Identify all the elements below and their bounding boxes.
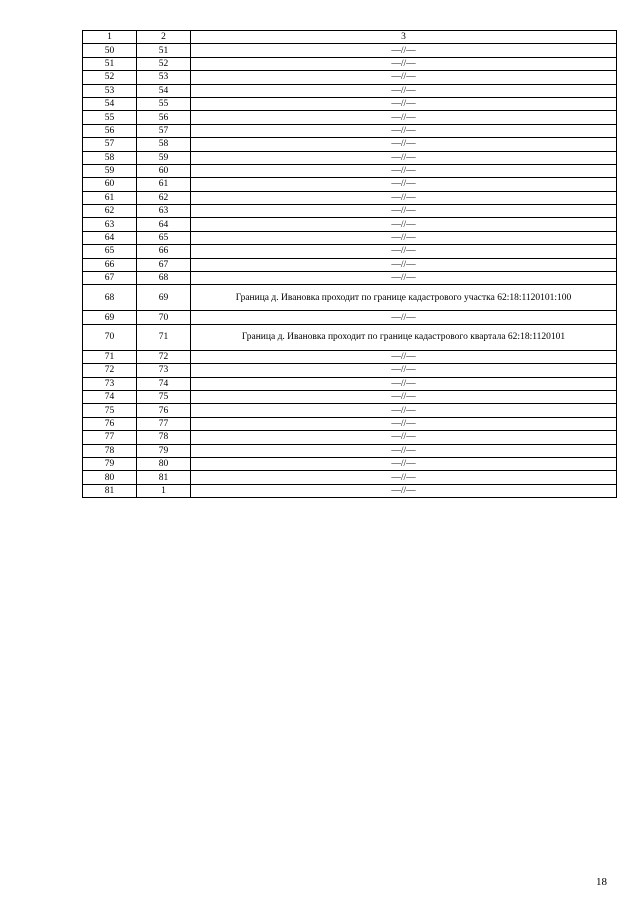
table-header-row (83, 31, 617, 44)
table-cell: 52 (83, 71, 137, 84)
table-cell: 74 (137, 377, 191, 390)
table-cell: 59 (137, 151, 191, 164)
table-cell: 51 (137, 44, 191, 57)
table-row (83, 111, 617, 124)
table-cell: 77 (137, 417, 191, 430)
table-cell: —//— (191, 377, 617, 390)
table-cell: 55 (83, 111, 137, 124)
table-cell: 72 (83, 364, 137, 377)
table-cell: 81 (83, 484, 137, 497)
table-cell: 73 (137, 364, 191, 377)
table-cell: 79 (83, 457, 137, 470)
table-cell: —//— (191, 350, 617, 363)
table-row (83, 164, 617, 177)
table-row (83, 97, 617, 110)
table-cell: 70 (137, 311, 191, 324)
table-cell: 68 (83, 285, 137, 311)
table-cell: 66 (83, 258, 137, 271)
table-row (83, 377, 617, 390)
table-cell: —//— (191, 191, 617, 204)
table-cell: 57 (137, 124, 191, 137)
table-cell: —//— (191, 205, 617, 218)
table-row (83, 124, 617, 137)
table-cell: 1 (137, 484, 191, 497)
header-cell-1: 1 (83, 31, 137, 44)
table-cell: 69 (137, 285, 191, 311)
table-cell: 67 (83, 272, 137, 285)
table-cell: —//— (191, 431, 617, 444)
table-cell: 60 (83, 178, 137, 191)
table-cell: 71 (137, 324, 191, 350)
table-cell: 60 (137, 164, 191, 177)
table-cell: 71 (83, 350, 137, 363)
table-cell: 53 (137, 71, 191, 84)
table-cell: —//— (191, 151, 617, 164)
boundary-table (82, 30, 617, 498)
table-row (83, 218, 617, 231)
table-cell: 56 (137, 111, 191, 124)
table-cell: —//— (191, 258, 617, 271)
table-cell: —//— (191, 364, 617, 377)
table-cell: —//— (191, 471, 617, 484)
table-row (83, 444, 617, 457)
table-cell: —//— (191, 164, 617, 177)
table-row (83, 138, 617, 151)
table-row (83, 484, 617, 497)
table-cell: 64 (137, 218, 191, 231)
table-row (83, 178, 617, 191)
table-cell: —//— (191, 272, 617, 285)
table-cell: —//— (191, 444, 617, 457)
header-cell-2: 2 (137, 31, 191, 44)
table-row (83, 272, 617, 285)
table-cell: —//— (191, 311, 617, 324)
table-cell: —//— (191, 404, 617, 417)
table-cell: 51 (83, 57, 137, 70)
table-row (83, 205, 617, 218)
header-cell-3: 3 (191, 31, 617, 44)
table-cell: 81 (137, 471, 191, 484)
table-cell: —//— (191, 484, 617, 497)
table-row (83, 324, 617, 350)
table-cell: 78 (137, 431, 191, 444)
table-cell: 62 (83, 205, 137, 218)
table-row (83, 390, 617, 403)
table-cell: 66 (137, 245, 191, 258)
table-cell: 55 (137, 97, 191, 110)
table-cell: 52 (137, 57, 191, 70)
table-cell: —//— (191, 57, 617, 70)
table-cell: —//— (191, 71, 617, 84)
table-cell: —//— (191, 231, 617, 244)
table-cell: —//— (191, 245, 617, 258)
table-cell: 58 (137, 138, 191, 151)
table-cell: —//— (191, 417, 617, 430)
table-cell: 78 (83, 444, 137, 457)
table-body (83, 44, 617, 498)
table-row (83, 311, 617, 324)
table-cell: 68 (137, 272, 191, 285)
table-cell: —//— (191, 44, 617, 57)
page-number: 18 (596, 876, 607, 888)
table-cell: 59 (83, 164, 137, 177)
table-cell: 57 (83, 138, 137, 151)
table-row (83, 417, 617, 430)
table-cell: —//— (191, 218, 617, 231)
table-row (83, 364, 617, 377)
table-row (83, 44, 617, 57)
table-cell: 53 (83, 84, 137, 97)
table-cell: 56 (83, 124, 137, 137)
table-row (83, 457, 617, 470)
table-cell: 63 (137, 205, 191, 218)
table-cell: —//— (191, 97, 617, 110)
table-cell: 67 (137, 258, 191, 271)
table-row (83, 151, 617, 164)
table-row (83, 191, 617, 204)
table-cell: 75 (83, 404, 137, 417)
table-cell: —//— (191, 138, 617, 151)
table-row (83, 431, 617, 444)
table-cell: Граница д. Ивановка проходит по границе кадастрового квартала 62:18:1120101 (191, 324, 617, 350)
table-cell: —//— (191, 84, 617, 97)
table-cell: 62 (137, 191, 191, 204)
table-cell: 64 (83, 231, 137, 244)
table-cell: 74 (83, 390, 137, 403)
table-row (83, 71, 617, 84)
table-cell: 80 (83, 471, 137, 484)
table-cell: 65 (83, 245, 137, 258)
table-cell: —//— (191, 457, 617, 470)
table-row (83, 245, 617, 258)
table-cell: 75 (137, 390, 191, 403)
table-cell: 77 (83, 431, 137, 444)
table-cell: 70 (83, 324, 137, 350)
table-cell: 58 (83, 151, 137, 164)
table-cell: 73 (83, 377, 137, 390)
table-cell: 50 (83, 44, 137, 57)
table-row (83, 57, 617, 70)
table-cell: 72 (137, 350, 191, 363)
table-cell: —//— (191, 111, 617, 124)
table-cell: 54 (137, 84, 191, 97)
table-cell: —//— (191, 390, 617, 403)
table-row (83, 258, 617, 271)
table-cell: 54 (83, 97, 137, 110)
table-cell: Граница д. Ивановка проходит по границе кадастрового участка 62:18:1120101:100 (191, 285, 617, 311)
table-row (83, 404, 617, 417)
table-cell: —//— (191, 124, 617, 137)
table-cell: 79 (137, 444, 191, 457)
table-cell: 80 (137, 457, 191, 470)
table-cell: 69 (83, 311, 137, 324)
table-cell: 61 (83, 191, 137, 204)
table-row (83, 285, 617, 311)
table-row (83, 84, 617, 97)
table-row (83, 231, 617, 244)
table-cell: 61 (137, 178, 191, 191)
table-cell: 63 (83, 218, 137, 231)
table-cell: 76 (137, 404, 191, 417)
table-cell: —//— (191, 178, 617, 191)
table-row (83, 350, 617, 363)
table-cell: 76 (83, 417, 137, 430)
table-row (83, 471, 617, 484)
table-cell: 65 (137, 231, 191, 244)
